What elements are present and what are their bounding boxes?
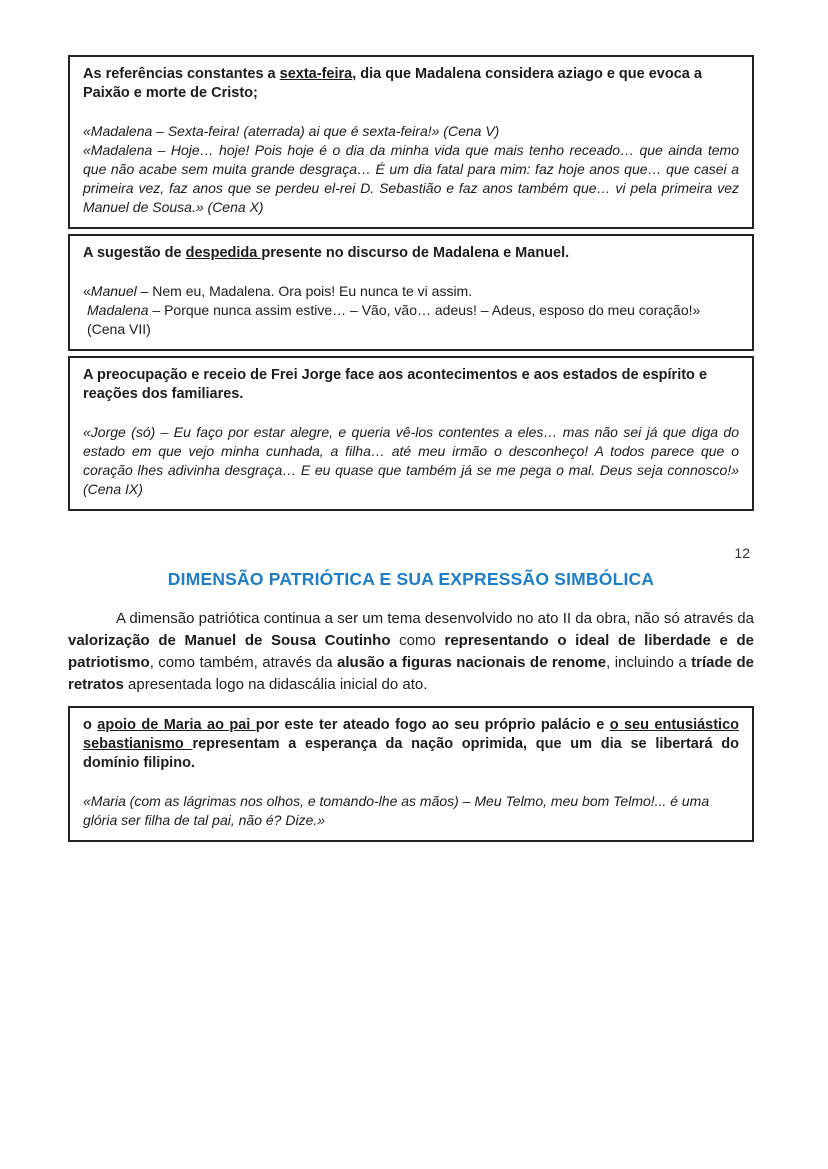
quote-block xyxy=(83,792,739,830)
text-run: , incluindo a xyxy=(606,654,692,671)
text-run: o xyxy=(83,717,98,733)
text-run: , dia que Madalena considera aziago e que evoca a Paixão e morte de Cristo; xyxy=(83,66,702,101)
bottom-whitespace xyxy=(68,847,754,1167)
text-run: A sugestão de xyxy=(83,245,186,261)
text-run: «Jorge (só) – Eu faço por estar alegre, e queria vê-los contentes a eles… mas não sei já que diga do estado em que vejo minha cunhada, a filha… até meu irmão o desconheço! A todos parece que o coração lhes adivinha desgraça… E eu quase que também já se me pega o mal. Deus seja connosco!» (Cena IX) xyxy=(83,424,739,497)
quote-madalena-cena-v xyxy=(83,122,739,141)
note-box-apoio-maria xyxy=(68,706,754,842)
text-run: , como também, através da xyxy=(149,654,338,671)
quote-madalena-cena-vii xyxy=(83,301,739,339)
text-run: «Maria (com as lágrimas nos olhos, e tomando-lhe as mãos) – Meu Telmo, meu bom Telmo!... é uma glória ser filha de tal pai, não é? Dize.» xyxy=(83,793,710,828)
text-run: o seu entusiástico sebastianismo xyxy=(83,717,739,752)
quote-block xyxy=(83,122,739,217)
page-number: 12 xyxy=(734,545,750,561)
text-run: – Nem eu, Madalena. Ora pois! Eu nunca te vi assim. xyxy=(136,283,473,299)
note-box-despedida xyxy=(68,234,754,351)
text-run: A dimensão patriótica continua a ser um tema desenvolvido no ato II da obra, não só através da xyxy=(116,610,754,627)
text-run: presente no discurso de Madalena e Manuel. xyxy=(261,245,570,261)
text-run: sexta-feira xyxy=(279,66,353,82)
text-run: As referências constantes a xyxy=(83,66,280,82)
text-run: alusão a figuras nacionais de renome xyxy=(337,654,607,671)
quote-block xyxy=(83,423,739,499)
text-run: Manuel xyxy=(90,283,137,299)
intro-paragraph xyxy=(68,608,754,696)
quote-block xyxy=(83,282,739,339)
text-run: « xyxy=(83,283,91,299)
box-title-despedida xyxy=(83,244,739,263)
text-run: apoio de Maria ao pai xyxy=(97,717,256,733)
text-run: despedida xyxy=(185,245,262,261)
text-run: Madalena xyxy=(87,302,149,318)
box-title-apoio-maria xyxy=(83,716,739,773)
text-run: A preocupação e receio de Frei Jorge face aos acontecimentos e aos estados de espírito e reações dos familiares. xyxy=(83,367,708,402)
text-run: «Madalena – Sexta-feira! (aterrada) ai que é sexta-feira!» (Cena V) xyxy=(83,123,500,139)
section-heading: DIMENSÃO PATRIÓTICA E SUA EXPRESSÃO SIMBÓLICA xyxy=(167,569,655,589)
quote-maria-telmo xyxy=(83,792,739,830)
note-box-sexta-feira xyxy=(68,55,754,229)
text-run: como xyxy=(390,632,445,649)
text-run: – Porque nunca assim estive… – Vão, vão… adeus! – Adeus, esposo do meu coração!» (Cena VII) xyxy=(87,302,701,337)
text-run: representando o ideal de liberdade e de patriotismo xyxy=(68,632,755,671)
quote-madalena-cena-x xyxy=(83,141,739,217)
quote-jorge-cena-ix xyxy=(83,423,739,499)
text-run: valorização de Manuel de Sousa Coutinho xyxy=(68,632,391,649)
box-title-frei-jorge xyxy=(83,366,739,404)
text-run: tríade de retratos xyxy=(68,654,754,693)
text-run: «Madalena – Hoje… hoje! Pois hoje é o dia da minha vida que mais tenho receado… que ainda temo que não acabe sem muita grande desgraça… É um dia fatal para mim: faz hoje anos que… que casei a primeira vez, faz anos que se perdeu el-rei D. Sebastião e faz anos também que… vi pela primeira vez Manuel de Sousa.» (Cena X) xyxy=(83,142,739,215)
quote-manuel-cena-vii xyxy=(83,282,739,301)
box-title-sexta-feira xyxy=(83,65,739,103)
note-box-frei-jorge xyxy=(68,356,754,511)
text-run: representam a esperança da nação oprimida, que um dia se libertará do domínio filipino. xyxy=(83,736,739,771)
text-run: apresentada logo na didascália inicial do ato. xyxy=(123,676,428,693)
text-run: por este ter ateado fogo ao seu próprio palácio e xyxy=(255,717,610,733)
